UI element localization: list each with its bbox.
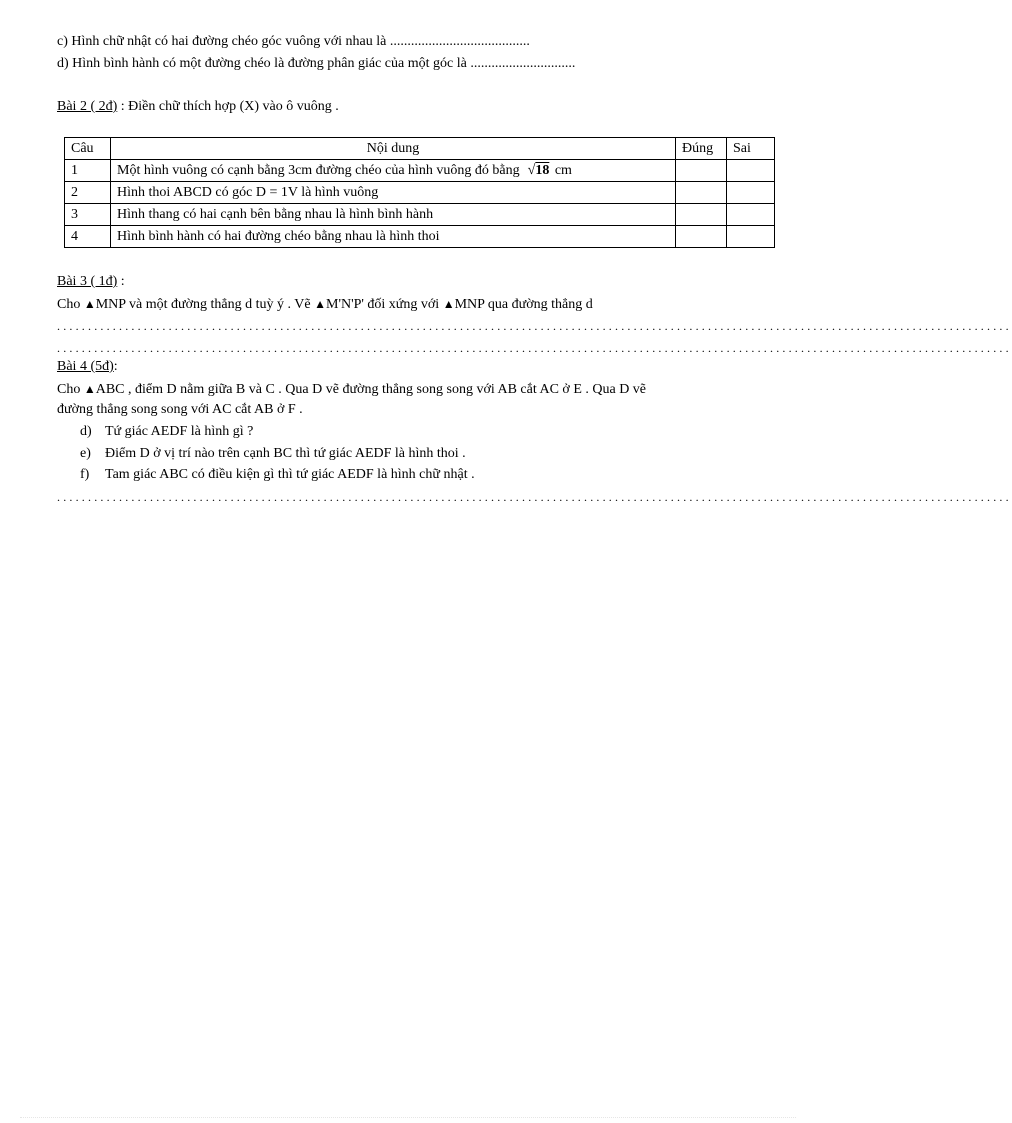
answer-dung-cell[interactable] — [676, 204, 727, 226]
row-number: 4 — [65, 226, 111, 248]
row-content: Hình bình hành có hai đường chéo bằng nhau là hình thoi — [111, 226, 676, 248]
item-label: e) — [80, 446, 91, 461]
list-item — [80, 423, 253, 441]
answer-sai-cell[interactable] — [727, 160, 775, 182]
bai3-colon: : — [117, 274, 125, 289]
bai4-text-2: ABC , điểm D nằm giữa B và C . Qua D vẽ đường thẳng song song với AB cắt AC ở E . Qua D vẽ — [95, 382, 647, 397]
triangle-icon: ▲ — [83, 382, 96, 396]
bai4-text-line2: đường thẳng song song với AC cắt AB ở F . — [57, 402, 303, 417]
bai2-instruction: : Điền chữ thích hợp (X) vào ô vuông . — [117, 99, 339, 114]
item-text: Tứ giác AEDF là hình gì ? — [105, 424, 254, 439]
bai2-title: Bài 2 ( 2đ) — [57, 99, 118, 114]
row-content: Hình thang có hai cạnh bên bằng nhau là hình bình hành — [111, 204, 676, 226]
bai3-text-3: M'N'P' đối xứng với — [326, 297, 443, 312]
bai4-title: Bài 4 (5đ) — [57, 359, 114, 374]
bai4-colon: : — [113, 359, 118, 374]
page-divider — [20, 1117, 796, 1118]
unit-text: cm — [554, 162, 572, 178]
bai3-title: Bài 3 ( 1đ) — [57, 274, 118, 289]
bai4-text-1: Cho — [57, 382, 84, 397]
bai3-text-2: MNP và một đường thẳng d tuỳ ý . Vẽ — [95, 297, 315, 312]
header-cau: Câu — [65, 138, 111, 160]
item-label: f) — [80, 467, 90, 482]
row-number: 1 — [65, 160, 111, 182]
question-d: d) Hình bình hành có một đường chéo là đường phân giác của một góc là .............................. — [57, 56, 576, 71]
bai3-text — [57, 295, 593, 314]
question-c: c) Hình chữ nhật có hai đường chéo góc vuông với nhau là ........................................ — [57, 34, 530, 49]
triangle-icon: ▲ — [442, 297, 455, 311]
table-row — [65, 160, 775, 182]
answer-dotline-1: .......................................................................................................................................................... — [57, 319, 1012, 333]
answer-dung-cell[interactable] — [676, 226, 727, 248]
answer-dotline-3: .......................................................................................................................................................... — [57, 490, 1012, 504]
table-row — [65, 204, 775, 226]
bai3-text-4: MNP qua đường thẳng d — [454, 297, 593, 312]
table-row — [65, 226, 775, 248]
header-dung: Đúng — [676, 138, 727, 160]
bai2-heading — [57, 98, 339, 116]
sqrt-expression — [528, 163, 550, 178]
list-item — [80, 466, 475, 484]
item-text: Tam giác ABC có điều kiện gì thì tứ giác AEDF là hình chữ nhật . — [105, 467, 475, 482]
answer-dung-cell[interactable] — [676, 160, 727, 182]
answer-sai-cell[interactable] — [727, 182, 775, 204]
header-noidung: Nội dung — [111, 138, 676, 160]
row-number: 2 — [65, 182, 111, 204]
sqrt-value: 18 — [535, 162, 550, 178]
bai3-heading — [57, 273, 125, 291]
triangle-icon: ▲ — [83, 297, 96, 311]
triangle-icon: ▲ — [314, 297, 326, 311]
row-content: Hình thoi ABCD có góc D = 1V là hình vuông — [111, 182, 676, 204]
bai4-text-line1 — [57, 380, 646, 399]
row-content — [111, 160, 676, 182]
bai3-text-1: Cho — [57, 297, 84, 312]
bai4-heading — [57, 358, 118, 376]
row-text: Một hình vuông có cạnh bằng 3cm đường chéo của hình vuông đó bằng — [117, 162, 520, 178]
table-header-row — [65, 138, 775, 160]
item-text: Điểm D ở vị trí nào trên cạnh BC thì tứ giác AEDF là hình thoi . — [105, 446, 466, 461]
table-row — [65, 182, 775, 204]
truefalse-table — [64, 137, 775, 248]
answer-sai-cell[interactable] — [727, 226, 775, 248]
answer-dotline-2: .......................................................................................................................................................... — [57, 341, 1012, 355]
list-item — [80, 445, 466, 463]
row-number: 3 — [65, 204, 111, 226]
answer-sai-cell[interactable] — [727, 204, 775, 226]
item-label: d) — [80, 424, 92, 439]
answer-dung-cell[interactable] — [676, 182, 727, 204]
sqrt-sign: √ — [527, 162, 536, 178]
header-sai: Sai — [727, 138, 775, 160]
